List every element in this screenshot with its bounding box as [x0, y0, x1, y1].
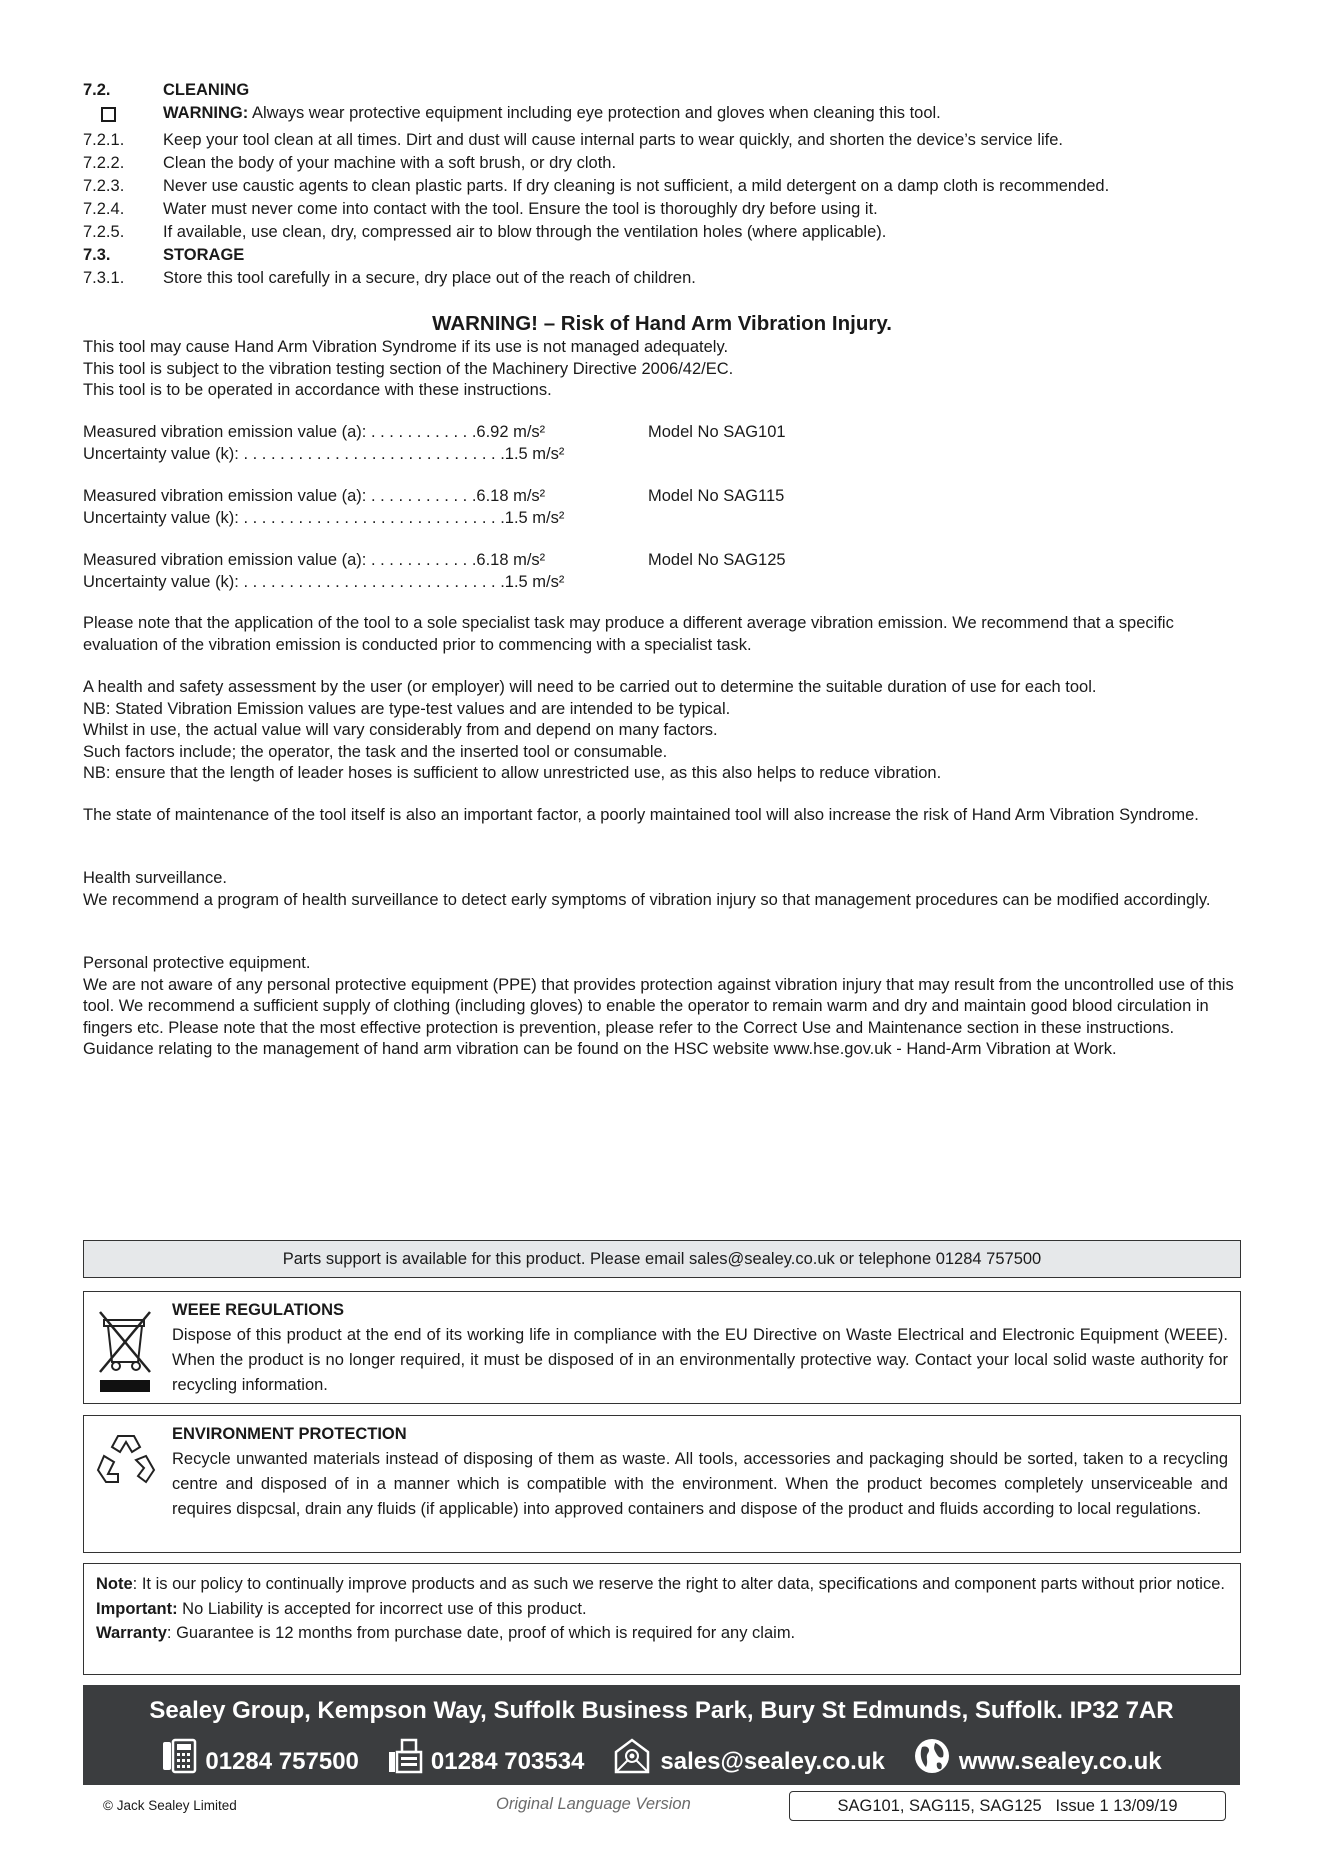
list-item: 7.3.1. Store this tool carefully in a secure, dry place out of the reach of children.	[83, 269, 696, 287]
phone-contact	[161, 1737, 359, 1786]
vibration-model-block	[83, 485, 1243, 528]
list-item: 7.2.4. Water must never come into contact with the tool. Ensure the tool is thoroughly dry before using it.	[83, 200, 878, 218]
weee-title: WEEE REGULATIONS	[172, 1301, 345, 1319]
website-link[interactable]: www.sealey.co.uk	[958, 1747, 1162, 1775]
important-line: Important: No Liability is accepted for incorrect use of this product.	[96, 1599, 587, 1618]
cleaning-warning: WARNING: Always wear protective equipment including eye protection and gloves when cleaning this tool.	[83, 102, 1243, 129]
notes-box	[83, 1563, 1241, 1675]
uncertainty-value: Uncertainty value (k): . . . . . . . . . . . . . . . . . . . . . . . . . . . . .1.5 m/s²	[83, 508, 565, 527]
health-surveillance	[83, 868, 1243, 911]
intro-line: This tool may cause Hand Arm Vibration Syndrome if its use is not managed adequately.	[83, 338, 729, 356]
list-item: 7.2.1. Keep your tool clean at all times. Dirt and dust will cause internal parts to wear quickly, and shorten the device’s service life.	[83, 131, 1063, 149]
intro-line: This tool is subject to the vibration testing section of the Machinery Directive 2006/42/EC.	[83, 359, 734, 378]
vibration-model-block	[83, 421, 1243, 464]
intro-line: This tool is to be operated in accordance with these instructions.	[83, 381, 552, 399]
vibration-intro	[83, 337, 1243, 402]
email-contact	[612, 1737, 884, 1786]
fax-number: 01284 703534	[430, 1747, 585, 1775]
vibration-values	[83, 421, 1243, 592]
ppe-title: Personal protective equipment.	[83, 954, 311, 972]
ppe-text: We are not aware of any personal protective equipment (PPE) that provides protection against vibration injury that may result from the uncontrolled use of this tool. We recommend a sufficient supply of clothing (including gloves) to enable the operator to remain warm and dry and maintain good blood circulation in fingers etc. Please note that the most effective protection is prevention, please refer to the Correct Use and Maintenance section in these instructions. Guidance relating to the management of hand arm vibration can be found on the HSC website www.hse.gov.uk - Hand-Arm Vibration at Work.	[83, 975, 1234, 1058]
company-address: Sealey Group, Kempson Way, Suffolk Business Park, Bury St Edmunds, Suffolk. IP32 7AR	[149, 1697, 1174, 1724]
weee-text: Dispose of this product at the end of its working life in compliance with the EU Directive on Waste Electrical and Electronic Equipment (WEEE). When the product is no longer required, it must be disposed of in an environmentally protective way. Contact your local solid waste authority for recycling information.	[172, 1326, 1228, 1394]
model-number: Model No SAG101	[648, 423, 786, 441]
globe-icon	[913, 1737, 951, 1786]
phone-number[interactable]: 01284 757500	[205, 1747, 359, 1775]
fax-contact	[387, 1737, 585, 1786]
cleaning-section	[83, 79, 1243, 290]
parts-support-box: Parts support is available for this product. Please email sales@sealey.co.uk or telephone 01284 757500	[83, 1240, 1241, 1278]
emission-value: Measured vibration emission value (a): . . . . . . . . . . . .6.18 m/s²	[83, 551, 546, 569]
issue-box	[789, 1791, 1226, 1821]
health-title: Health surveillance.	[83, 869, 227, 887]
list-item: 7.2.3. Never use caustic agents to clean plastic parts. If dry cleaning is not sufficient, a mild detergent on a damp cloth is recommended.	[83, 177, 1110, 195]
environment-text: Recycle unwanted materials instead of disposing of them as waste. All tools, accessories and packaging should be sorted, taken to a recycling centre and disposed of in a manner which is compatible with the environment. When the product becomes completely unserviceable and requires dispcsal, drain any fluids (if applicable) into approved containers and dispose of the product and fluids according to local regulations.	[172, 1450, 1228, 1518]
crossed-out-wheelie-bin-icon	[96, 1304, 156, 1394]
uncertainty-value: Uncertainty value (k): . . . . . . . . . . . . . . . . . . . . . . . . . . . . .1.5 m/s²	[83, 444, 565, 463]
list-item: 7.2.2. Clean the body of your machine with a soft brush, or dry cloth.	[83, 154, 617, 172]
web-contact	[913, 1737, 1162, 1786]
warranty-line: Warranty: Guarantee is 12 months from purchase date, proof of which is required for any claim.	[96, 1624, 796, 1642]
vibration-model-block	[83, 549, 1243, 592]
language-version: Original Language Version	[496, 1795, 691, 1813]
model-number: Model No SAG115	[648, 487, 785, 505]
email-address[interactable]: sales@sealey.co.uk	[660, 1747, 885, 1775]
vibration-warning-title: WARNING! – Risk of Hand Arm Vibration Injury.	[432, 312, 892, 335]
emission-value: Measured vibration emission value (a): . . . . . . . . . . . .6.18 m/s²	[83, 487, 546, 505]
issue-text: SAG101, SAG115, SAG125 Issue 1 13/09/19	[837, 1797, 1178, 1815]
checkbox-icon	[101, 107, 116, 122]
model-number: Model No SAG125	[648, 551, 786, 569]
maintenance-paragraph: The state of maintenance of the tool itself is also an important factor, a poorly maintained tool will also increase the risk of Hand Arm Vibration Syndrome.	[83, 806, 1199, 824]
storage-heading: 7.3. STORAGE	[83, 246, 245, 264]
note-line: Note: It is our policy to continually improve products and as such we reserve the right to alter data, specifications and component parts without prior notice.	[96, 1575, 1225, 1593]
environment-box	[83, 1415, 1241, 1553]
assessment-paragraph: A health and safety assessment by the user (or employer) will need to be carried out to determine the suitable duration of use for each tool. NB: Stated Vibration Emission values are type-test values and are intended to be typical. Whilst in use, the actual value will vary considerably from and depend on many factors. Such factors include; the operator, the task and the inserted tool or consumable. NB: ensure that the length of leader hoses is sufficient to allow unrestricted use, as this also helps to reduce vibration.	[83, 678, 1097, 782]
specialist-task-paragraph: Please note that the application of the tool to a sole specialist task may produce a different average vibration emission. We recommend that a specific evaluation of the vibration emission is conducted prior to commencing with a specialist task.	[83, 614, 1174, 654]
copyright: © Jack Sealey Limited	[103, 1798, 237, 1813]
ppe-section	[83, 953, 1243, 1061]
weee-box	[83, 1291, 1241, 1404]
email-icon	[612, 1738, 652, 1785]
emission-value: Measured vibration emission value (a): . . . . . . . . . . . .6.92 m/s²	[83, 423, 546, 441]
footer-contacts	[83, 1737, 1240, 1786]
list-item: 7.2.5. If available, use clean, dry, compressed air to blow through the ventilation holes (where applicable).	[83, 223, 887, 241]
footer-contact-bar	[83, 1685, 1240, 1785]
phone-icon	[161, 1738, 197, 1785]
health-text: We recommend a program of health surveillance to detect early symptoms of vibration injury so that management procedures can be modified accordingly.	[83, 890, 1211, 909]
fax-icon	[387, 1738, 423, 1785]
recycle-icon	[96, 1430, 156, 1490]
cleaning-heading: 7.2. CLEANING	[83, 81, 250, 99]
uncertainty-value: Uncertainty value (k): . . . . . . . . . . . . . . . . . . . . . . . . . . . . .1.5 m/s²	[83, 572, 565, 591]
environment-title: ENVIRONMENT PROTECTION	[172, 1425, 407, 1443]
